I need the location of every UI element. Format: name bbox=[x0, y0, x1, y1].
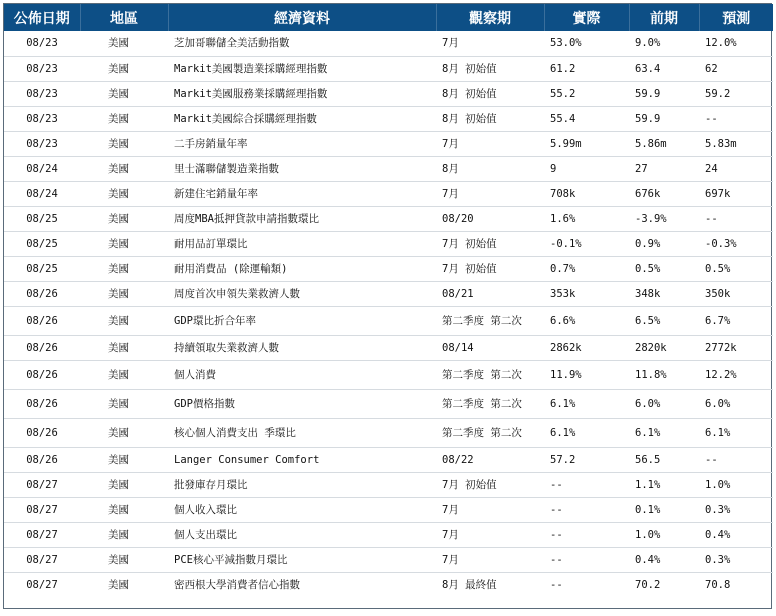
cell-previous: 59.9 bbox=[629, 81, 699, 106]
table-row bbox=[4, 131, 773, 156]
cell-indicator: 耐用消費品 (除運輸類) bbox=[168, 256, 436, 281]
cell-indicator: 個人收入環比 bbox=[168, 497, 436, 522]
cell-forecast: 2772k bbox=[699, 335, 773, 360]
table-row bbox=[4, 306, 773, 335]
cell-region: 美國 bbox=[80, 547, 168, 572]
table-row bbox=[4, 472, 773, 497]
cell-actual: -- bbox=[544, 472, 629, 497]
cell-date: 08/23 bbox=[4, 81, 80, 106]
table-row bbox=[4, 256, 773, 281]
cell-period: 7月 bbox=[436, 181, 544, 206]
cell-date: 08/26 bbox=[4, 389, 80, 418]
cell-indicator: GDP價格指數 bbox=[168, 389, 436, 418]
table-row bbox=[4, 31, 773, 56]
cell-region: 美國 bbox=[80, 56, 168, 81]
table-row bbox=[4, 447, 773, 472]
table-row bbox=[4, 497, 773, 522]
cell-previous: 0.5% bbox=[629, 256, 699, 281]
cell-indicator: 個人消費 bbox=[168, 360, 436, 389]
cell-period: 第二季度 第二次 bbox=[436, 360, 544, 389]
cell-forecast: 1.0% bbox=[699, 472, 773, 497]
cell-region: 美國 bbox=[80, 106, 168, 131]
cell-period: 7月 初始值 bbox=[436, 256, 544, 281]
cell-period: 7月 初始值 bbox=[436, 472, 544, 497]
cell-indicator: 新建住宅銷量年率 bbox=[168, 181, 436, 206]
cell-indicator: 芝加哥聯儲全美活動指數 bbox=[168, 31, 436, 56]
economic-calendar-table-frame bbox=[3, 3, 772, 609]
cell-date: 08/23 bbox=[4, 56, 80, 81]
cell-region: 美國 bbox=[80, 522, 168, 547]
cell-forecast: -- bbox=[699, 447, 773, 472]
cell-forecast: 350k bbox=[699, 281, 773, 306]
cell-actual: 11.9% bbox=[544, 360, 629, 389]
cell-forecast: 0.3% bbox=[699, 547, 773, 572]
cell-previous: 0.1% bbox=[629, 497, 699, 522]
cell-previous: 348k bbox=[629, 281, 699, 306]
cell-forecast: 697k bbox=[699, 181, 773, 206]
cell-date: 08/27 bbox=[26, 578, 58, 591]
cell-region: 美國 bbox=[80, 206, 168, 231]
cell-previous: 11.8% bbox=[629, 360, 699, 389]
cell-date: 08/26 bbox=[4, 335, 80, 360]
cell-date: 08/23 bbox=[4, 106, 80, 131]
cell-actual: -0.1% bbox=[544, 231, 629, 256]
cell-forecast: -- bbox=[699, 206, 773, 231]
cell-period: 7月 bbox=[436, 522, 544, 547]
cell-forecast: 5.83m bbox=[699, 131, 773, 156]
cell-region: 美國 bbox=[80, 131, 168, 156]
cell-date: 08/27 bbox=[4, 497, 80, 522]
cell-period: 8月 初始值 bbox=[436, 81, 544, 106]
cell-indicator: 持續領取失業救濟人數 bbox=[168, 335, 436, 360]
table-row bbox=[4, 81, 773, 106]
cell-date: 08/27 bbox=[4, 547, 80, 572]
cell-actual: 0.7% bbox=[544, 256, 629, 281]
header-row bbox=[4, 4, 773, 31]
cell-region: 美國 bbox=[80, 389, 168, 418]
cell-date: 08/26 bbox=[4, 306, 80, 335]
cell-previous: 2820k bbox=[629, 335, 699, 360]
cell-forecast: 6.1% bbox=[699, 418, 773, 447]
cell-period: 7月 初始值 bbox=[436, 231, 544, 256]
cell-period: 8月 初始值 bbox=[436, 106, 544, 131]
table-row bbox=[4, 360, 773, 389]
cell-actual: 55.4 bbox=[544, 106, 629, 131]
cell-indicator: GDP環比折合年率 bbox=[168, 306, 436, 335]
table-row bbox=[4, 389, 773, 418]
table-row bbox=[4, 231, 773, 256]
cell-actual: 6.6% bbox=[544, 306, 629, 335]
cell-forecast: 62 bbox=[699, 56, 773, 81]
cell-actual: 2862k bbox=[544, 335, 629, 360]
cell-date: 08/24 bbox=[4, 156, 80, 181]
cell-period: 08/21 bbox=[436, 281, 544, 306]
cell-period: 8月 初始值 bbox=[436, 56, 544, 81]
cell-previous: 56.5 bbox=[629, 447, 699, 472]
cell-date: 08/25 bbox=[4, 231, 80, 256]
cell-region: 美國 bbox=[80, 81, 168, 106]
cell-region: 美國 bbox=[80, 281, 168, 306]
table-row bbox=[4, 106, 773, 131]
cell-date: 08/23 bbox=[4, 131, 80, 156]
cell-actual: 9 bbox=[544, 156, 629, 181]
cell-previous: 5.86m bbox=[629, 131, 699, 156]
table-row bbox=[4, 418, 773, 447]
cell-indicator: PCE核心平減指數月環比 bbox=[168, 547, 436, 572]
cell-indicator: Markit美國綜合採購經理指數 bbox=[168, 106, 436, 131]
cell-period: 7月 bbox=[436, 131, 544, 156]
cell-actual: 5.99m bbox=[544, 131, 629, 156]
cell-period: 8月 最終值 bbox=[442, 578, 497, 591]
cell-date: 08/25 bbox=[4, 256, 80, 281]
cell-period: 7月 bbox=[436, 31, 544, 56]
cell-indicator: 周度首次申領失業救濟人數 bbox=[168, 281, 436, 306]
cell-forecast: 59.2 bbox=[699, 81, 773, 106]
cell-previous: 63.4 bbox=[629, 56, 699, 81]
cell-actual: 6.1% bbox=[544, 418, 629, 447]
header-previous: 前期 bbox=[629, 4, 699, 31]
table-row bbox=[4, 206, 773, 231]
cell-region: 美國 bbox=[80, 418, 168, 447]
cell-previous: 1.1% bbox=[629, 472, 699, 497]
cell-region: 美國 bbox=[80, 231, 168, 256]
table-row bbox=[4, 181, 773, 206]
header-period: 觀察期 bbox=[436, 4, 544, 31]
header-indicator: 經濟資料 bbox=[168, 4, 436, 31]
cell-actual: 61.2 bbox=[544, 56, 629, 81]
cell-forecast: 0.5% bbox=[699, 256, 773, 281]
cell-actual: -- bbox=[544, 547, 629, 572]
cell-actual: 57.2 bbox=[544, 447, 629, 472]
cell-indicator: 密西根大學消費者信心指數 bbox=[174, 578, 300, 591]
cell-region: 美國 bbox=[80, 31, 168, 56]
cell-date: 08/26 bbox=[4, 281, 80, 306]
cell-region: 美國 bbox=[80, 306, 168, 335]
cell-indicator: 核心個人消費支出 季環比 bbox=[168, 418, 436, 447]
cell-forecast: 24 bbox=[699, 156, 773, 181]
cell-indicator: 耐用品訂單環比 bbox=[168, 231, 436, 256]
cell-period: 7月 bbox=[436, 547, 544, 572]
cell-previous: 0.9% bbox=[629, 231, 699, 256]
cell-previous: 6.5% bbox=[629, 306, 699, 335]
cell-region: 美國 bbox=[80, 360, 168, 389]
header-actual: 實際 bbox=[544, 4, 629, 31]
cell-actual: -- bbox=[550, 578, 563, 591]
cell-indicator: 周度MBA抵押貸款申請指數環比 bbox=[168, 206, 436, 231]
cell-date: 08/27 bbox=[4, 522, 80, 547]
cell-indicator: Markit美國服務業採購經理指數 bbox=[168, 81, 436, 106]
header-date: 公佈日期 bbox=[4, 4, 80, 31]
header-forecast: 預測 bbox=[699, 4, 773, 31]
cell-indicator: 批發庫存月環比 bbox=[168, 472, 436, 497]
cell-region: 美國 bbox=[80, 156, 168, 181]
cell-forecast: 0.3% bbox=[699, 497, 773, 522]
economic-calendar-table bbox=[4, 4, 773, 597]
cell-previous: 1.0% bbox=[629, 522, 699, 547]
cell-region: 美國 bbox=[80, 472, 168, 497]
cell-forecast: 12.2% bbox=[699, 360, 773, 389]
cell-previous: 6.1% bbox=[629, 418, 699, 447]
cell-previous: 9.0% bbox=[629, 31, 699, 56]
cell-actual: -- bbox=[544, 497, 629, 522]
cell-forecast: 6.0% bbox=[699, 389, 773, 418]
cell-actual: 6.1% bbox=[544, 389, 629, 418]
cell-date: 08/26 bbox=[4, 360, 80, 389]
cell-indicator: 二手房銷量年率 bbox=[168, 131, 436, 156]
cell-indicator: Langer Consumer Comfort bbox=[168, 447, 436, 472]
cell-region: 美國 bbox=[80, 335, 168, 360]
cell-actual: 1.6% bbox=[544, 206, 629, 231]
table-row bbox=[4, 572, 773, 597]
cell-previous: 59.9 bbox=[629, 106, 699, 131]
cell-date: 08/26 bbox=[4, 418, 80, 447]
cell-region: 美國 bbox=[80, 447, 168, 472]
cell-indicator: 里士滿聯儲製造業指數 bbox=[168, 156, 436, 181]
cell-period: 8月 bbox=[436, 156, 544, 181]
table-row bbox=[4, 281, 773, 306]
cell-date: 08/23 bbox=[4, 31, 80, 56]
cell-actual: 708k bbox=[544, 181, 629, 206]
cell-period: 第二季度 第二次 bbox=[436, 389, 544, 418]
cell-actual: -- bbox=[544, 522, 629, 547]
cell-period: 08/14 bbox=[436, 335, 544, 360]
cell-date: 08/26 bbox=[4, 447, 80, 472]
cell-indicator: 個人支出環比 bbox=[168, 522, 436, 547]
cell-forecast: 12.0% bbox=[699, 31, 773, 56]
cell-previous: 70.2 bbox=[635, 578, 661, 591]
cell-period: 第二季度 第二次 bbox=[436, 418, 544, 447]
cell-forecast: 0.4% bbox=[699, 522, 773, 547]
cell-forecast: 70.8 bbox=[705, 578, 731, 591]
cell-period: 7月 bbox=[436, 497, 544, 522]
cell-date: 08/27 bbox=[4, 472, 80, 497]
table-row bbox=[4, 56, 773, 81]
cell-period: 08/22 bbox=[436, 447, 544, 472]
table-row bbox=[4, 522, 773, 547]
cell-region: 美國 bbox=[108, 578, 129, 591]
cell-period: 08/20 bbox=[436, 206, 544, 231]
cell-date: 08/24 bbox=[4, 181, 80, 206]
cell-actual: 55.2 bbox=[544, 81, 629, 106]
table-row bbox=[4, 156, 773, 181]
table-row bbox=[4, 547, 773, 572]
cell-indicator: Markit美國製造業採購經理指數 bbox=[168, 56, 436, 81]
cell-previous: -3.9% bbox=[629, 206, 699, 231]
cell-region: 美國 bbox=[80, 256, 168, 281]
cell-actual: 353k bbox=[544, 281, 629, 306]
cell-forecast: -0.3% bbox=[699, 231, 773, 256]
cell-actual: 53.0% bbox=[544, 31, 629, 56]
cell-previous: 6.0% bbox=[629, 389, 699, 418]
cell-forecast: 6.7% bbox=[699, 306, 773, 335]
cell-previous: 27 bbox=[629, 156, 699, 181]
cell-previous: 676k bbox=[629, 181, 699, 206]
cell-previous: 0.4% bbox=[629, 547, 699, 572]
cell-period: 第二季度 第二次 bbox=[436, 306, 544, 335]
header-region: 地區 bbox=[80, 4, 168, 31]
cell-forecast: -- bbox=[699, 106, 773, 131]
table-row bbox=[4, 335, 773, 360]
cell-region: 美國 bbox=[80, 497, 168, 522]
cell-date: 08/25 bbox=[4, 206, 80, 231]
cell-region: 美國 bbox=[80, 181, 168, 206]
